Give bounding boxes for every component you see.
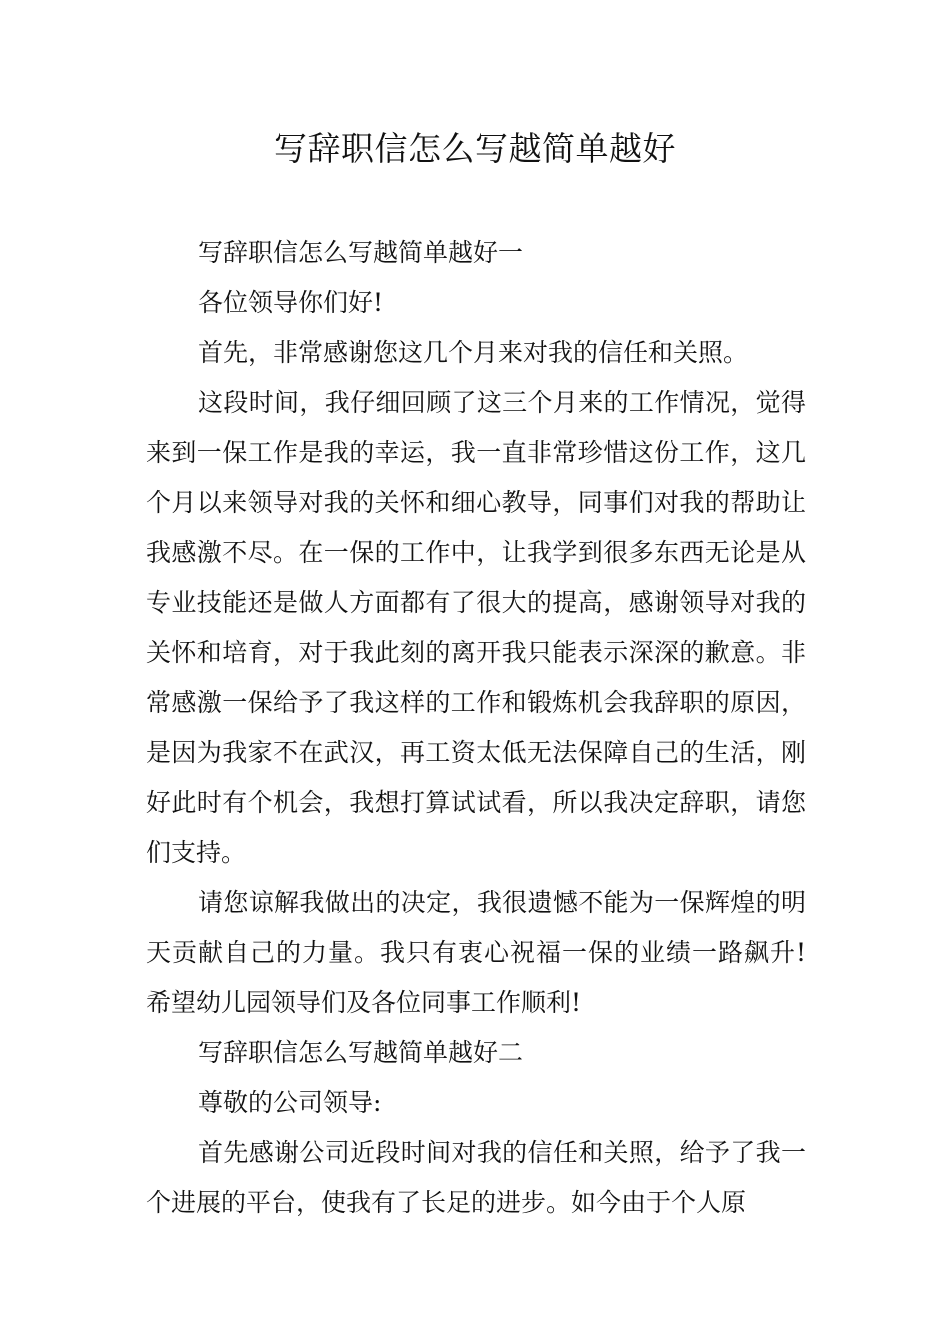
document-title: 写辞职信怎么写越简单越好 [274,129,676,168]
document-body [146,228,806,1228]
paragraph-intro-2: 首先感谢公司近段时间对我的信任和关照，给予了我一个进展的平台，使我有了长足的进步。如今由于个人原 [146,1138,806,1217]
paragraph-section-heading-2: 写辞职信怎么写越简单越好二 [198,1038,524,1067]
paragraph-closing-wishes: 请您谅解我做出的决定，我很遗憾不能为一保辉煌的明天贡献自己的力量。我只有衷心祝福一保的业绩一路飙升!希望幼儿园领导们及各位同事工作顺利! [146,888,806,1017]
paragraph-section-heading-1: 写辞职信怎么写越简单越好一 [198,238,524,267]
paragraph-reasons: 这段时间，我仔细回顾了这三个月来的工作情况，觉得来到一保工作是我的幸运，我一直非常珍惜这份工作，这几个月以来领导对我的关怀和细心教导，同事们对我的帮助让我感激不尽。在一保的工作中，让我学到很多东西无论是从专业技能还是做人方面都有了很大的提高，感谢领导对我的关怀和培育，对于我此刻的离开我只能表示深深的歉意。非常感激一保给予了我这样的工作和锻炼机会我辞职的原因，是因为我家不在武汉，再工资太低无法保障自己的生活，刚好此时有个机会，我想打算试试看，所以我决定辞职，请您们支持。 [146,388,806,867]
paragraph-salutation-1: 各位领导你们好! [198,288,384,317]
paragraph-salutation-2: 尊敬的公司领导: [198,1088,382,1117]
paragraph-thanks: 首先，非常感谢您这几个月来对我的信任和关照。 [198,338,749,367]
